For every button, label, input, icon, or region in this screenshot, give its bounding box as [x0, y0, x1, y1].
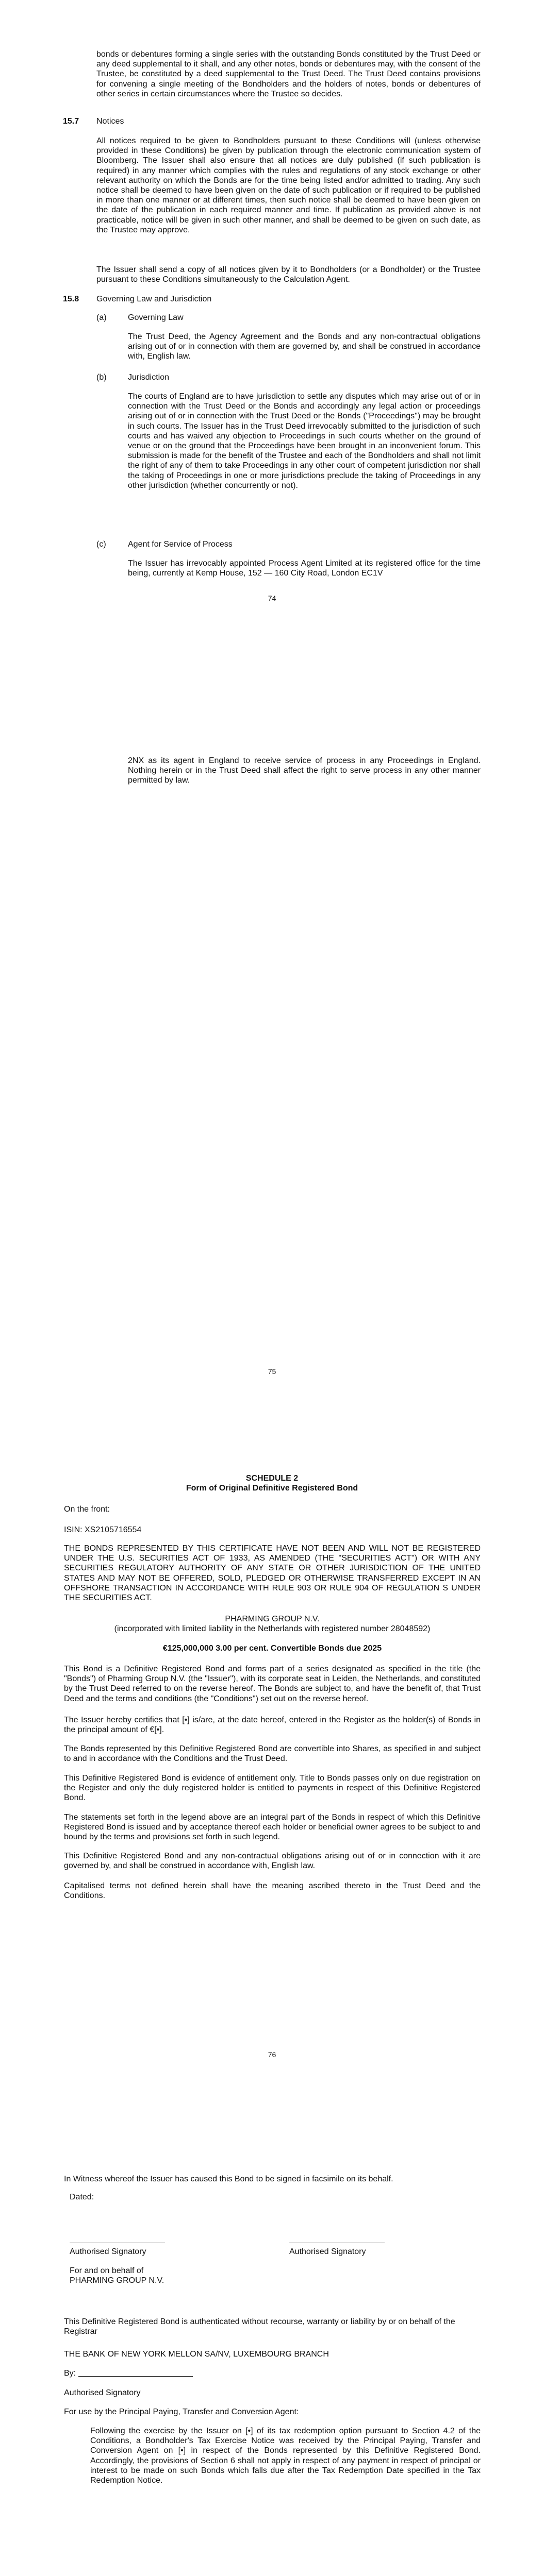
- registrar-bank: THE BANK OF NEW YORK MELLON SA/NV, LUXEMBOURG BRANCH: [64, 2350, 329, 2359]
- authorised-signatory-left: Authorised Signatory: [70, 2247, 146, 2256]
- service-of-process-continuation: 2NX as its agent in England to receive service of process in any Proceedings in England. Nothing herein or in the Trust Deed shall affect the right to serve process in any other manner permitted by law.: [128, 756, 481, 785]
- schedule-title: SCHEDULE 2: [245, 1474, 299, 1483]
- bond-paragraph-1: This Bond is a Definitive Registered Bond and forms part of a series designated as specified in the title (the "Bonds") of Pharming Group N.V. (the "Issuer"), with its corporate seat in Leiden, the Netherlands, and constituted by the Trust Deed referred to on the reverse hereof. The Bonds are subject to, and have the benefit of, that Trust Deed and the terms and conditions (the "Conditions") set out on the reverse hereof.: [64, 1665, 481, 1703]
- by-label: By:: [64, 2369, 76, 2378]
- sub-c-letter: (c): [96, 540, 106, 549]
- notices-paragraph-1: All notices required to be given to Bondholders pursuant to these Conditions will (unless otherwise provided in these Conditions) be given by publication through the electronic communication system of Bloomberg. The Issuer shall also ensure that all notices are duly published (if such publication is required) in any manner which complies with the rules and regulations of any stock exchange or other relevant authority on which the Bonds are for the time being listed and/or admitted to trading. Any such notice shall be deemed to have been given on the date of such publication or if required to be published in more than one manner or at different times, then such notice shall be deemed to have been given on the date of the publication in each required manner and time. If publication as provided above is not practicable, notice will be given in such other manner, and shall be deemed to be given on such date, as the Trustee may approve.: [96, 137, 481, 234]
- section-15-8-number: 15.8: [63, 295, 79, 303]
- bond-paragraph-6: This Definitive Registered Bond and any non-contractual obligations arising out of or in connection with it are governed by, and shall be construed in accordance with, English law.: [64, 1852, 481, 1871]
- section-15-7-number: 15.7: [63, 117, 79, 126]
- securities-legend: THE BONDS REPRESENTED BY THIS CERTIFICATE HAVE NOT BEEN AND WILL NOT BE REGISTERED UNDER THE U.S. SECURITIES ACT OF 1933, AS AMENDED (THE "SECURITIES ACT") OR WITH ANY SECURITIES REGULATORY AUTHORITY OF ANY STATE OR OTHER JURISDICTION OF THE UNITED STATES AND MAY NOT BE OFFERED, SOLD, PLEDGED OR OTHERWISE TRANSFERRED EXCEPT IN AN OFFSHORE TRANSACTION IN ACCORDANCE WITH RULE 903 OR RULE 904 OF REGULATION S UNDER THE SECURITIES ACT.: [64, 1544, 481, 1602]
- authorised-signatory-right: Authorised Signatory: [289, 2247, 366, 2256]
- sub-b-title: Jurisdiction: [128, 373, 170, 382]
- notices-paragraph-2: The Issuer shall send a copy of all notices given by it to Bondholders (or a Bondholder) or the Trustee pursuant to these Conditions simultaneously to the Calculation Agent.: [96, 265, 481, 284]
- governing-law-text: The Trust Deed, the Agency Agreement and the Bonds and any non-contractual obligations arising out of or in connection with them are governed by, and shall be construed in accordance with, English law.: [128, 332, 481, 361]
- authorised-signatory-registrar: Authorised Signatory: [64, 2388, 141, 2397]
- sub-c-title: Agent for Service of Process: [128, 540, 233, 549]
- bond-paragraph-2: The Issuer hereby certifies that [•] is/are, at the date hereof, entered in the Register as the holder(s) of Bonds in the principal amount of €[•].: [64, 1716, 481, 1735]
- for-and-on-behalf: For and on behalf of: [70, 2266, 144, 2275]
- intro-paragraph: bonds or debentures forming a single series with the outstanding Bonds constituted by the Trust Deed or any deed supplemental to it shall, and any other notes, bonds or debentures may, with the consent of the Trustee, be constituted by a deed supplemental to the Trust Deed. The Trust Deed contains provisions for convening a single meeting of the Bondholders and the holders of notes, bonds or debentures of other series in certain circumstances where the Trustee so decides.: [96, 50, 481, 98]
- witness-statement: In Witness whereof the Issuer has caused this Bond to be signed in facsimile on its behalf.: [64, 2175, 393, 2183]
- authentication-paragraph: This Definitive Registered Bond is authenticated without recourse, warranty or liability by or on behalf of the Registrar: [64, 2317, 455, 2336]
- section-15-8-title: Governing Law and Jurisdiction: [96, 295, 212, 303]
- sub-a-letter: (a): [96, 313, 107, 322]
- bond-paragraph-7: Capitalised terms not defined herein shall have the meaning ascribed thereto in the Trust Deed and the Conditions.: [64, 1882, 481, 1901]
- service-of-process-text: The Issuer has irrevocably appointed Process Agent Limited at its registered office for the time being, currently at Kemp House, 152 — 160 City Road, London EC1V: [128, 559, 481, 578]
- page-75: [0, 703, 544, 1406]
- page-77: [0, 2110, 544, 2576]
- dated-label: Dated:: [70, 2193, 94, 2201]
- tax-exercise-paragraph: Following the exercise by the Issuer on [•] of its tax redemption option pursuant to Section 4.2 of the Conditions, a Bondholder's Tax Exercise Notice was received by the Principal Paying, Transfer and Conversion Agent on [•] in respect of the Bonds represented by this Definitive Registered Bond. Accordingly, the provisions of Section 6 shall not apply in respect of any payment in respect of principal or interest to be made on such Bonds which falls due after the Tax Redemption Date specified in the Tax Redemption Notice.: [90, 2427, 481, 2485]
- bond-paragraph-3: The Bonds represented by this Definitive Registered Bond are convertible into Shares, as specified in and subject to and in accordance with the Conditions and the Trust Deed.: [64, 1744, 481, 1764]
- sub-a-title: Governing Law: [128, 313, 184, 322]
- bond-paragraph-5: The statements set forth in the legend above are an integral part of the Bonds in respect of which this Definitive Registered Bond is issued and by acceptance thereof each holder or beneficial owner agrees to be subject to and bound by the terms and provisions set forth in such legend.: [64, 1813, 481, 1842]
- page-number: 76: [268, 2050, 276, 2059]
- jurisdiction-text: The courts of England are to have jurisdiction to settle any disputes which may arise out of or in connection with the Trust Deed or the Bonds and accordingly any legal action or proceedings arising out of or in connection with the Trust Deed or the Bonds ("Proceedings") may be brought in such courts. The Issuer has in the Trust Deed irrevocably submitted to the jurisdiction of such courts and has waived any objection to Proceedings in such courts whether on the ground of venue or on the ground that the Proceedings have been brought in an inconvenient forum. This submission is made for the benefit of the Trustee and each of the Bondholders and shall not limit the right of any of them to take Proceedings in any other court of competent jurisdiction nor shall the taking of Proceedings in one or more jurisdictions preclude the taking of Proceedings in any other jurisdiction (whether concurrently or not).: [128, 392, 481, 490]
- by-signature-line: [78, 2376, 193, 2377]
- isin: ISIN: XS2105716554: [64, 1526, 142, 1534]
- sub-b-letter: (b): [96, 373, 107, 382]
- bond-paragraph-4: This Definitive Registered Bond is evidence of entitlement only. Title to Bonds passes only on due registration on the Register and only the duly registered holder is entitled to payments in respect of this Definitive Registered Bond.: [64, 1774, 481, 1803]
- for-use-label: For use by the Principal Paying, Transfer and Conversion Agent:: [64, 2408, 299, 2416]
- on-front-label: On the front:: [64, 1505, 110, 1514]
- section-15-7-title: Notices: [96, 117, 124, 126]
- issuer-name: PHARMING GROUP N.V.: [225, 1615, 320, 1623]
- issuer-incorporation: (incorporated with limited liability in the Netherlands with registered number 28048592): [114, 1624, 431, 1633]
- bond-title: €125,000,000 3.00 per cent. Convertible Bonds due 2025: [162, 1644, 382, 1653]
- page-number: 74: [268, 594, 276, 602]
- page-number: 75: [268, 1367, 276, 1376]
- schedule-subtitle: Form of Original Definitive Registered Bond: [186, 1484, 358, 1493]
- page-76: [0, 1406, 544, 2110]
- page-74: [0, 0, 544, 703]
- company-name: PHARMING GROUP N.V.: [70, 2276, 164, 2285]
